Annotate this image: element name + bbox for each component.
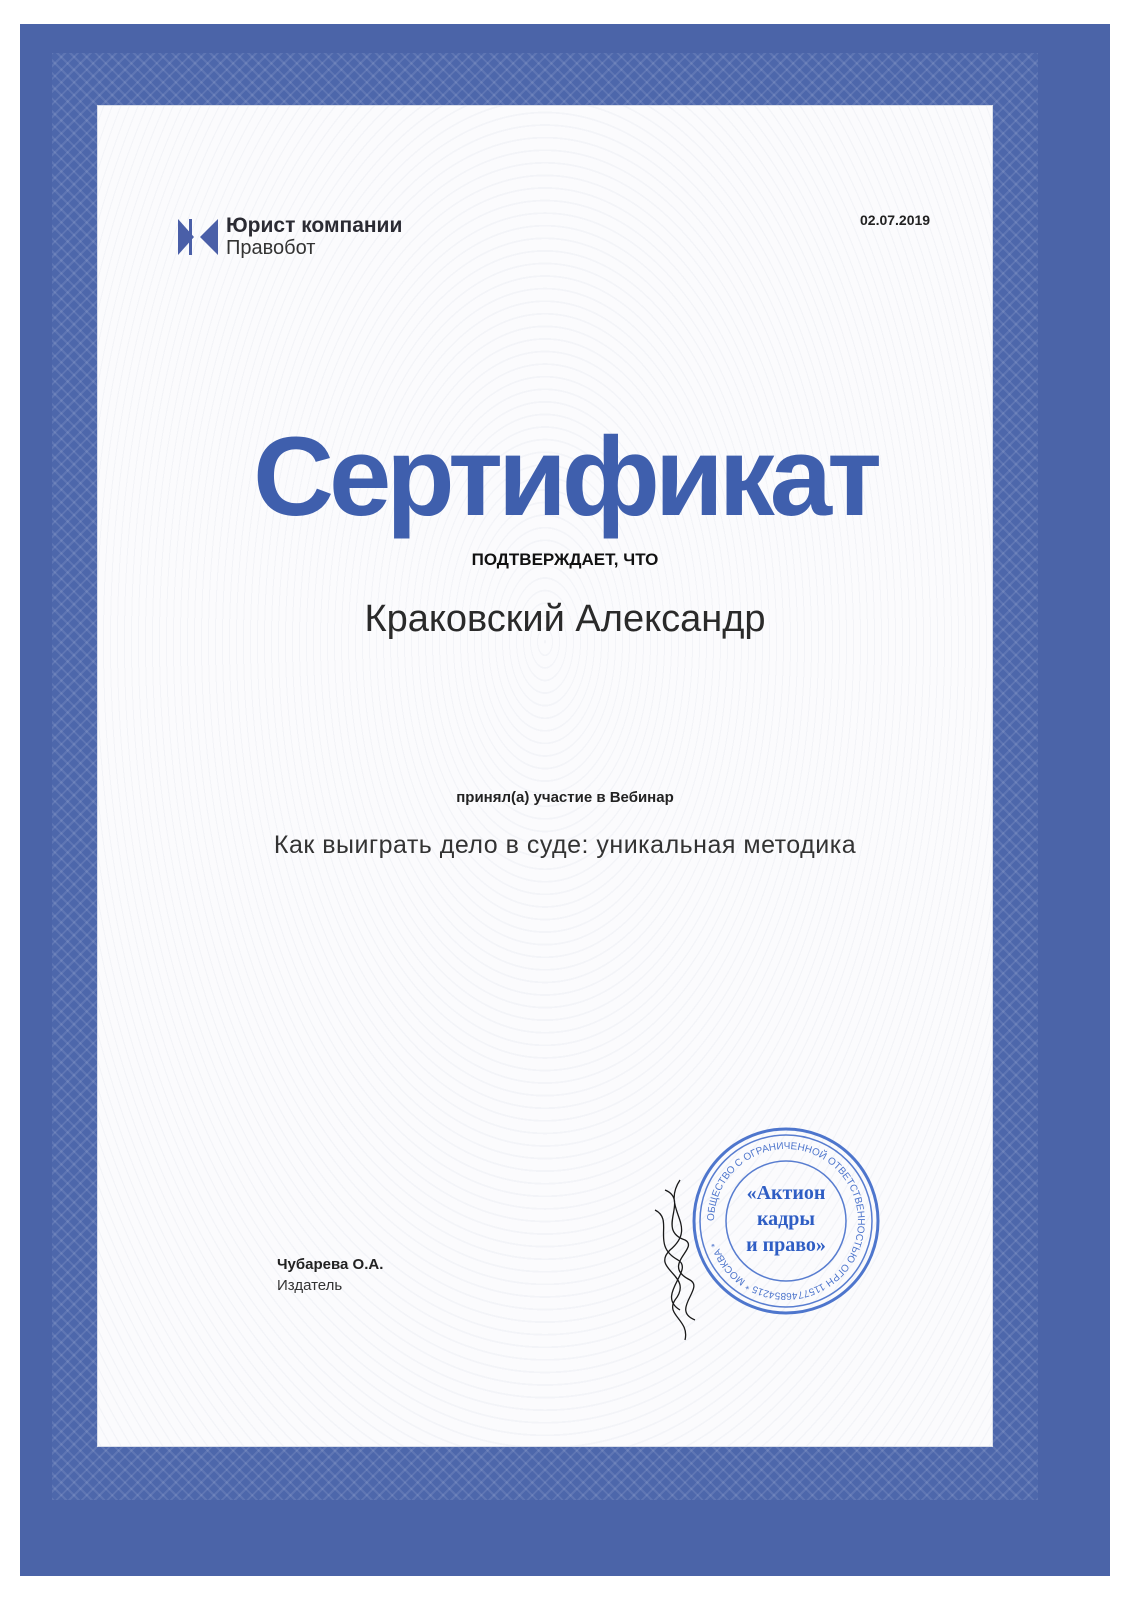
participation-text: принял(а) участие в Вебинар <box>456 789 674 806</box>
signature <box>640 1170 720 1345</box>
stamp-line-2: кадры <box>756 1208 816 1230</box>
signer-name: Чубарева О.А. <box>277 1256 384 1273</box>
logo-subtitle: Правобот <box>226 237 316 259</box>
stamp-line-3: и право» <box>746 1234 826 1256</box>
certificate-date: 02.07.2019 <box>860 212 931 228</box>
company-logo <box>178 215 402 258</box>
stamp-ring-text: ОБЩЕСТВО С ОГРАНИЧЕННОЙ ОТВЕТСТВЕННОСТЬЮ ОГРН 1157746854215 * МОСКВА * <box>705 1140 867 1302</box>
stamp-line-1: «Актион <box>746 1182 826 1204</box>
signer-role: Издатель <box>277 1277 343 1294</box>
recipient-name: Краковский Александр <box>364 598 766 640</box>
certificate-title: Сертификат <box>253 414 877 539</box>
logo-icon <box>178 217 218 257</box>
logo-title: Юрист компании <box>226 214 403 237</box>
webinar-title: Как выиграть дело в суде: уникальная методика <box>273 831 857 859</box>
confirms-text: ПОДТВЕРЖДАЕТ, ЧТО <box>471 550 659 569</box>
